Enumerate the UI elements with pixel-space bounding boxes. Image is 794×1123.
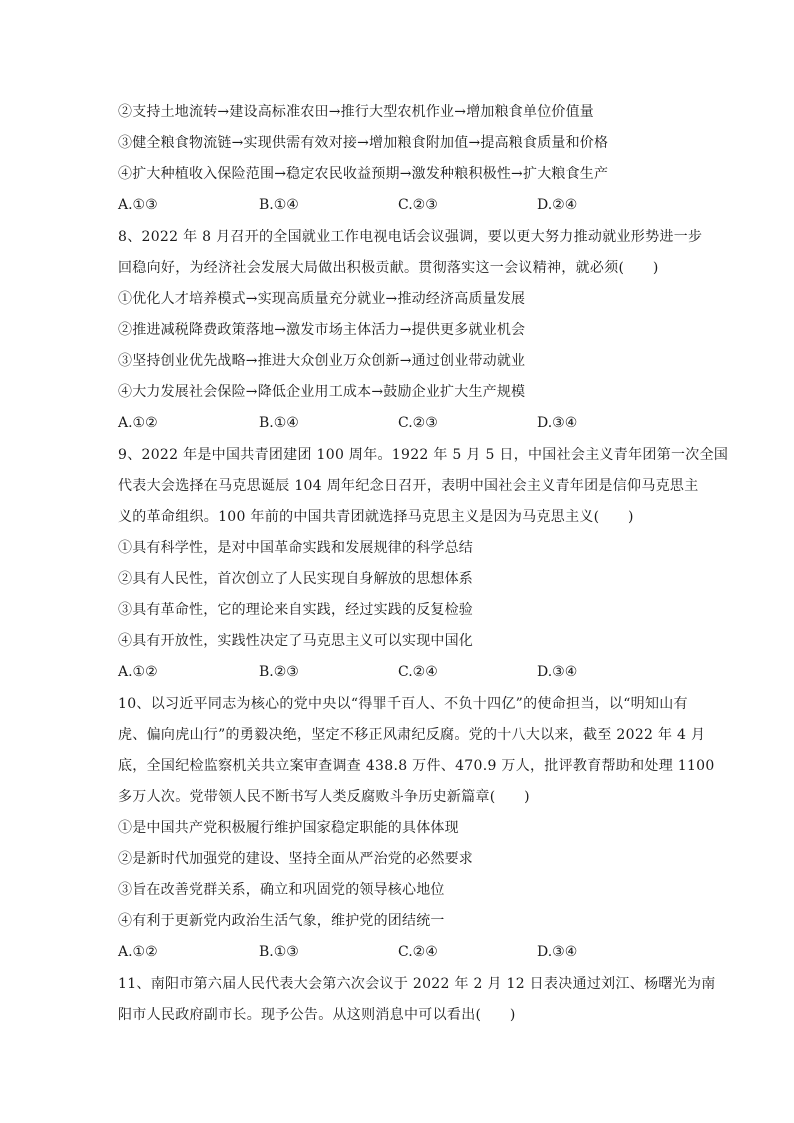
q8-stem-line-2: 回稳向好，为经济社会发展大局做出积极贡献。贯彻落实这一会议精神，就必须( ) bbox=[118, 260, 659, 276]
q8-option-4: ④大力发展社会保险→降低企业用工成本→鼓励企业扩大生产规模 bbox=[118, 384, 526, 400]
q9-option-2: ②具有人民性，首次创立了人民实现自身解放的思想体系 bbox=[118, 571, 473, 587]
q10-option-4: ④有利于更新党内政治生活气象，维护党的团结统一 bbox=[118, 913, 445, 929]
q9-stem-line-1: 9、2022 年是中国共青团建团 100 周年。1922 年 5 月 5 日，中国社会主义青年团第一次全国 bbox=[118, 447, 729, 463]
q7-choice-c: C.②③ bbox=[398, 197, 438, 213]
q7-option-4: ④扩大种植收入保险范围→稳定农民收益预期→激发种粮积极性→扩大粮食生产 bbox=[118, 166, 609, 182]
q8-choices bbox=[118, 413, 678, 433]
q9-stem-line-2: 代表大会选择在马克思诞辰 104 周年纪念日召开，表明中国社会主义青年团是信仰马克思主 bbox=[118, 478, 699, 494]
q7-choices bbox=[118, 195, 678, 215]
q7-option-2: ②支持土地流转→建设高标准农田→推行大型农机作业→增加粮食单位价值量 bbox=[118, 104, 594, 120]
q11-stem-line-1: 11、南阳市第六届人民代表大会第六次会议于 2022 年 2 月 12 日表决通过刘江、杨曙光为南 bbox=[118, 976, 716, 992]
q10-stem-line-3: 底，全国纪检监察机关共立案审查调查 438.8 万件、470.9 万人，批评教育帮助和处理 1100 bbox=[118, 758, 715, 774]
q8-option-2: ②推进减税降费政策落地→激发市场主体活力→提供更多就业机会 bbox=[118, 322, 526, 338]
q10-choice-c: C.②④ bbox=[398, 944, 438, 960]
q10-stem-line-2: 虎、偏向虎山行”的勇毅决绝，坚定不移正风肃纪反腐。党的十八大以来，截至 2022 年 4 月 bbox=[118, 727, 706, 743]
q11-stem-line-2: 阳市人民政府副市长。现予公告。从这则消息中可以看出( ) bbox=[118, 1007, 516, 1023]
q10-choices bbox=[118, 942, 678, 962]
q7-choice-b: B.①④ bbox=[259, 197, 299, 213]
q9-option-1: ①具有科学性，是对中国革命实践和发展规律的科学总结 bbox=[118, 540, 473, 556]
q10-choice-d: D.③④ bbox=[537, 944, 578, 960]
q9-choices bbox=[118, 662, 678, 682]
q10-option-3: ③旨在改善党群关系，确立和巩固党的领导核心地位 bbox=[118, 882, 445, 898]
q10-option-1: ①是中国共产党积极履行维护国家稳定职能的具体体现 bbox=[118, 820, 459, 836]
q8-option-1: ①优化人才培养模式→实现高质量充分就业→推动经济高质量发展 bbox=[118, 291, 526, 307]
q8-choice-a: A.①② bbox=[118, 415, 158, 431]
q7-option-3: ③健全粮食物流链→实现供需有效对接→增加粮食附加值→提高粮食质量和价格 bbox=[118, 135, 609, 151]
q9-choice-a: A.①② bbox=[118, 664, 158, 680]
q8-choice-c: C.②③ bbox=[398, 415, 438, 431]
q10-option-2: ②是新时代加强党的建设、坚持全面从严治党的必然要求 bbox=[118, 851, 473, 867]
q8-choice-d: D.③④ bbox=[537, 415, 578, 431]
q10-stem-line-1: 10、以习近平同志为核心的党中央以“得罪千百人、不负十四亿”的使命担当，以“明知山有 bbox=[118, 696, 688, 712]
q9-choice-b: B.②③ bbox=[259, 664, 299, 680]
q7-choice-d: D.②④ bbox=[537, 197, 578, 213]
q9-option-4: ④具有开放性，实践性决定了马克思主义可以实现中国化 bbox=[118, 633, 473, 649]
q10-choice-b: B.①③ bbox=[259, 944, 299, 960]
q8-choice-b: B.①④ bbox=[259, 415, 299, 431]
q9-choice-d: D.③④ bbox=[537, 664, 578, 680]
q9-option-3: ③具有革命性，它的理论来自实践，经过实践的反复检验 bbox=[118, 602, 473, 618]
q9-choice-c: C.②④ bbox=[398, 664, 438, 680]
q8-stem-line-1: 8、2022 年 8 月召开的全国就业工作电视电话会议强调，要以更大努力推动就业形势进一步 bbox=[118, 229, 703, 245]
q10-stem-line-4: 多万人次。党带领人民不断书写人类反腐败斗争历史新篇章( ) bbox=[118, 789, 530, 805]
q9-stem-line-3: 义的革命组织。100 年前的中国共青团就选择马克思主义是因为马克思主义( ) bbox=[118, 509, 634, 525]
q10-choice-a: A.①② bbox=[118, 944, 158, 960]
q8-option-3: ③坚持创业优先战略→推进大众创业万众创新→通过创业带动就业 bbox=[118, 353, 526, 369]
q7-choice-a: A.①③ bbox=[118, 197, 158, 213]
